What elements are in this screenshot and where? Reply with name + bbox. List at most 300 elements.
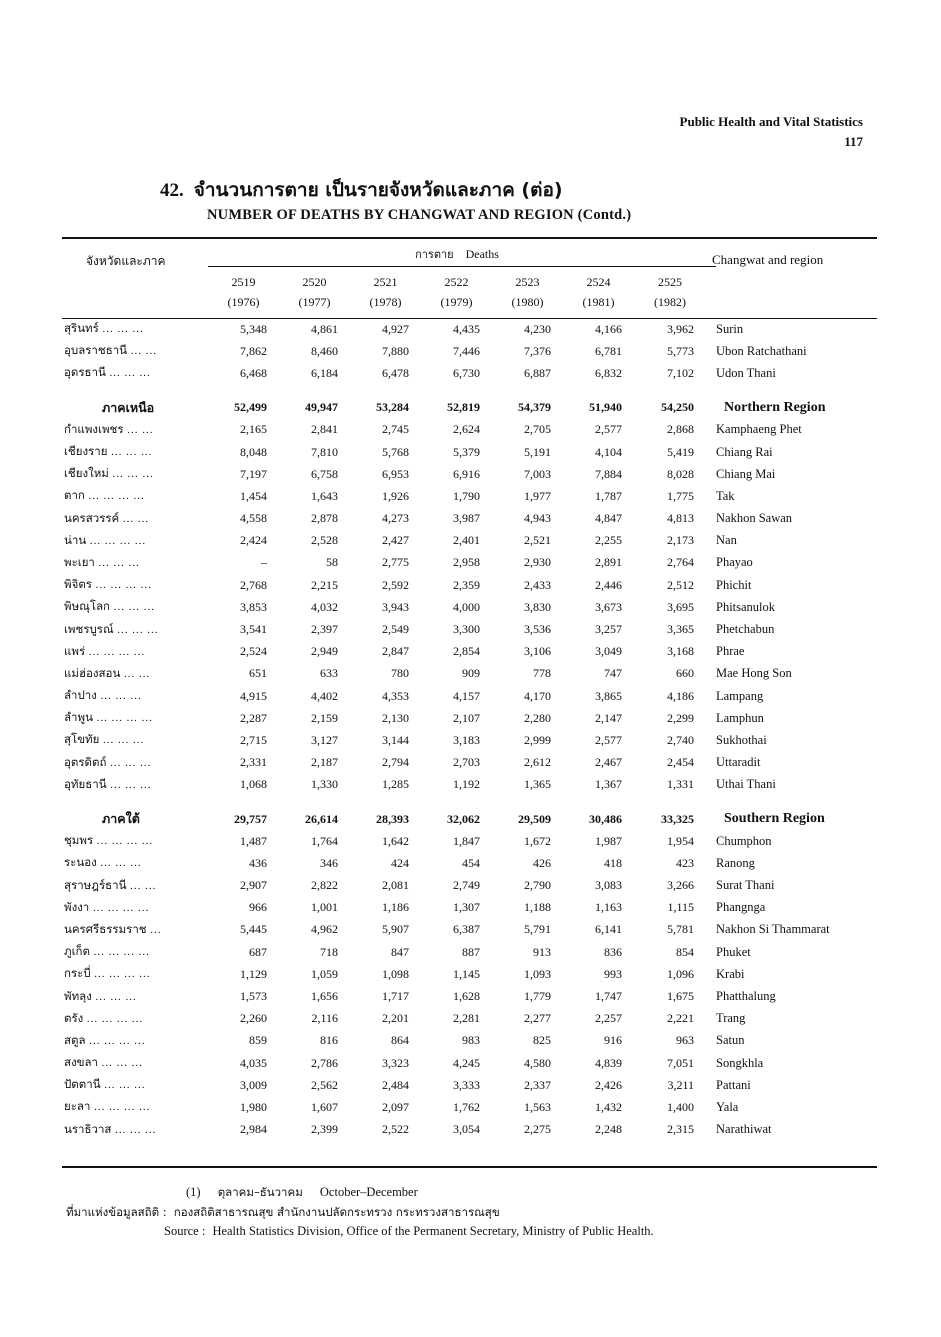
changwat-thai-name: พิษณุโลก bbox=[64, 599, 111, 614]
changwat-thai-name: พังงา bbox=[64, 899, 90, 914]
leader-dots: ... bbox=[150, 923, 162, 936]
changwat-thai-name: น่าน bbox=[64, 532, 87, 547]
deaths-value-2524: 836 bbox=[604, 944, 622, 959]
deaths-value-2525: 963 bbox=[676, 1033, 694, 1048]
changwat-thai bbox=[62, 830, 208, 852]
changwat-thai-name: กระบี่ bbox=[64, 966, 91, 981]
title-thai-line bbox=[160, 178, 860, 203]
table-row bbox=[62, 752, 877, 774]
changwat-thai bbox=[62, 1052, 208, 1074]
deaths-value-2520: 1,764 bbox=[311, 833, 338, 848]
changwat-english: Nakhon Si Thammarat bbox=[716, 922, 830, 937]
leader-dots: ... ... ... ... bbox=[96, 835, 154, 848]
deaths-value-2519: 5,445 bbox=[240, 922, 267, 937]
deaths-value-2524: 2,426 bbox=[595, 1077, 622, 1092]
deaths-value-2519: 2,524 bbox=[240, 644, 267, 659]
col-header-english: Changwat and region bbox=[712, 252, 824, 267]
deaths-value-2521: 2,484 bbox=[382, 1077, 409, 1092]
deaths-value-2519: 1,454 bbox=[240, 488, 267, 503]
deaths-value-2519: 4,915 bbox=[240, 688, 267, 703]
year-header-2523 bbox=[492, 266, 563, 318]
deaths-value-2521: 5,907 bbox=[382, 922, 409, 937]
deaths-value-2525: 5,773 bbox=[667, 343, 694, 358]
footnote-english: October–December bbox=[319, 1185, 418, 1199]
deaths-value-2521: 847 bbox=[391, 944, 409, 959]
changwat-thai-name: แพร่ bbox=[64, 643, 86, 658]
deaths-value-2520: 2,949 bbox=[311, 644, 338, 659]
changwat-english: Kamphaeng Phet bbox=[716, 422, 802, 437]
deaths-value-2522: 2,749 bbox=[453, 878, 480, 893]
deaths-value-2524: 993 bbox=[604, 966, 622, 981]
deaths-value-2519: 436 bbox=[249, 855, 267, 870]
changwat-thai bbox=[62, 919, 208, 941]
source-thai-label: ที่มาแห่งข้อมูลสถิติ : bbox=[66, 1205, 167, 1219]
year-header-2522 bbox=[421, 266, 492, 318]
changwat-english: Ubon Ratchathani bbox=[716, 343, 807, 358]
deaths-value-2524: 747 bbox=[604, 666, 622, 681]
deaths-value-2521: 780 bbox=[391, 666, 409, 681]
changwat-thai bbox=[62, 641, 208, 663]
deaths-value-2524: 2,446 bbox=[595, 577, 622, 592]
deaths-value-2525: 4,186 bbox=[667, 688, 694, 703]
deaths-value-2519: 1,129 bbox=[240, 966, 267, 981]
deaths-value-2522: 6,387 bbox=[453, 922, 480, 937]
footnote-marker: (1) bbox=[186, 1185, 201, 1199]
year-be: 2524 bbox=[586, 275, 611, 289]
deaths-value-2521: 6,478 bbox=[382, 365, 409, 380]
deaths-value-2520: 2,786 bbox=[311, 1055, 338, 1070]
changwat-thai bbox=[62, 552, 208, 574]
deaths-value-2524: 1,987 bbox=[595, 833, 622, 848]
deaths-value-2523: 7,376 bbox=[524, 343, 551, 358]
deaths-value-2525: 33,325 bbox=[661, 811, 694, 826]
source-label: Source : bbox=[164, 1224, 206, 1238]
deaths-value-2520: 2,399 bbox=[311, 1122, 338, 1137]
deaths-value-2524: 6,781 bbox=[595, 343, 622, 358]
deaths-value-2519: 7,197 bbox=[240, 466, 267, 481]
source-english: Health Statistics Division, Office of the Permanent Secretary, Ministry of Public Health. bbox=[212, 1224, 654, 1238]
deaths-value-2521: 2,081 bbox=[382, 878, 409, 893]
footnote-thai: ตุลาคม–ธันวาคม bbox=[217, 1185, 303, 1199]
deaths-value-2520: 3,127 bbox=[311, 732, 338, 747]
deaths-value-2523: 2,277 bbox=[524, 1011, 551, 1026]
year-be: 2525 bbox=[658, 275, 682, 289]
changwat-thai-name: พิจิตร bbox=[64, 577, 92, 592]
changwat-thai-name: อุทัยธานี bbox=[64, 776, 107, 791]
table-row bbox=[62, 362, 877, 384]
deaths-value-2519: 2,715 bbox=[240, 732, 267, 747]
changwat-english: Surin bbox=[716, 321, 744, 336]
changwat-english: Chiang Mai bbox=[716, 466, 776, 481]
leader-dots: ... ... ... bbox=[109, 367, 151, 380]
deaths-value-2524: 4,104 bbox=[595, 444, 622, 459]
changwat-thai bbox=[62, 663, 208, 685]
deaths-value-2521: 2,775 bbox=[382, 555, 409, 570]
deaths-value-2522: 6,916 bbox=[453, 466, 480, 481]
changwat-thai bbox=[62, 1030, 208, 1052]
deaths-value-2524: 6,832 bbox=[595, 365, 622, 380]
table-number: 42. bbox=[160, 180, 184, 201]
table-row bbox=[62, 1030, 877, 1052]
changwat-thai-name: อุตรดิตถ์ bbox=[64, 754, 107, 769]
deaths-value-2519: 687 bbox=[249, 944, 267, 959]
deaths-value-2523: 1,779 bbox=[524, 989, 551, 1004]
changwat-english: Mae Hong Son bbox=[716, 666, 792, 681]
deaths-value-2520: 346 bbox=[320, 855, 338, 870]
deaths-value-2519: 2,260 bbox=[240, 1011, 267, 1026]
deaths-value-2524: 7,884 bbox=[595, 466, 622, 481]
deaths-value-2524: 3,257 bbox=[595, 622, 622, 637]
deaths-value-2524: 4,847 bbox=[595, 511, 622, 526]
deaths-value-2521: 4,273 bbox=[382, 511, 409, 526]
deaths-value-2525: 8,028 bbox=[667, 466, 694, 481]
deaths-value-2524: 916 bbox=[604, 1033, 622, 1048]
source-thai-line bbox=[66, 1204, 876, 1224]
changwat-english: Surat Thani bbox=[716, 878, 775, 893]
deaths-value-2519: 1,573 bbox=[240, 989, 267, 1004]
changwat-thai bbox=[62, 530, 208, 552]
changwat-thai-name: เชียงราย bbox=[64, 444, 108, 459]
table-row bbox=[62, 963, 877, 985]
year-be: 2523 bbox=[515, 275, 540, 289]
deaths-value-2522: 32,062 bbox=[447, 811, 480, 826]
deaths-value-2522: 1,847 bbox=[453, 833, 480, 848]
deaths-value-2524: 3,865 bbox=[595, 688, 622, 703]
page-number: 117 bbox=[844, 134, 863, 149]
table-row bbox=[62, 441, 877, 463]
changwat-english: Phrae bbox=[716, 644, 745, 659]
deaths-value-2525: 4,813 bbox=[667, 511, 694, 526]
deaths-value-2522: 2,107 bbox=[453, 710, 480, 725]
deaths-value-2522: 52,819 bbox=[447, 400, 480, 415]
changwat-english: Satun bbox=[716, 1033, 745, 1048]
changwat-thai bbox=[62, 685, 208, 707]
deaths-value-2520: 2,215 bbox=[311, 577, 338, 592]
deaths-value-2520: 633 bbox=[320, 666, 338, 681]
source-english-line bbox=[66, 1224, 876, 1244]
deaths-value-2520: 26,614 bbox=[305, 811, 338, 826]
year-be: 2519 bbox=[231, 275, 256, 289]
deaths-value-2522: 4,245 bbox=[453, 1055, 480, 1070]
deaths-value-2523: 2,790 bbox=[524, 878, 551, 893]
deaths-value-2524: 2,147 bbox=[595, 710, 622, 725]
deaths-value-2522: 1,628 bbox=[453, 989, 480, 1004]
deaths-value-2525: 7,051 bbox=[667, 1055, 694, 1070]
changwat-english: Phetchabun bbox=[716, 622, 775, 637]
changwat-thai-name: แม่ฮ่องสอน bbox=[64, 665, 121, 680]
spacer-row bbox=[62, 385, 877, 397]
changwat-english: Pattani bbox=[716, 1077, 751, 1092]
changwat-english: Phatthalung bbox=[716, 989, 776, 1004]
deaths-value-2523: 2,612 bbox=[524, 755, 551, 770]
year-header-2520 bbox=[279, 266, 350, 318]
year-ce: (1977) bbox=[298, 295, 331, 309]
changwat-thai-name: ภาคเหนือ bbox=[102, 399, 155, 415]
changwat-thai bbox=[62, 875, 208, 897]
deaths-value-2522: 1,762 bbox=[453, 1099, 480, 1114]
changwat-thai-name: เชียงใหม่ bbox=[64, 466, 109, 481]
deaths-value-2522: 3,300 bbox=[453, 622, 480, 637]
deaths-value-2520: 6,184 bbox=[311, 365, 338, 380]
table-row bbox=[62, 530, 877, 552]
changwat-thai bbox=[62, 596, 208, 618]
deaths-value-2525: 3,211 bbox=[667, 1077, 694, 1092]
deaths-value-2520: 2,822 bbox=[311, 878, 338, 893]
deaths-value-2519: – bbox=[261, 555, 267, 570]
deaths-value-2524: 51,940 bbox=[589, 400, 622, 415]
changwat-thai-name: ลำปาง bbox=[64, 688, 97, 703]
changwat-thai-name: ตรัง bbox=[64, 1010, 84, 1025]
year-ce: (1978) bbox=[369, 295, 402, 309]
top-rule bbox=[62, 237, 877, 239]
changwat-english: Nan bbox=[716, 533, 737, 548]
deaths-value-2525: 7,102 bbox=[667, 365, 694, 380]
deaths-value-2520: 58 bbox=[326, 555, 338, 570]
changwat-thai-name: อุดรธานี bbox=[64, 365, 106, 380]
deaths-value-2522: 454 bbox=[462, 855, 480, 870]
deaths-value-2521: 7,880 bbox=[382, 343, 409, 358]
changwat-english: Southern Region bbox=[724, 811, 825, 827]
leader-dots: ... ... ... ... bbox=[94, 1101, 151, 1114]
leader-dots: ... ... ... bbox=[110, 756, 152, 769]
changwat-english: Uthai Thani bbox=[716, 777, 776, 792]
changwat-thai bbox=[62, 963, 208, 985]
title-english: NUMBER OF DEATHS BY CHANGWAT AND REGION (Contd.) bbox=[207, 207, 632, 223]
deaths-value-2521: 3,943 bbox=[382, 599, 409, 614]
col-header-thai: จังหวัดและภาค bbox=[86, 254, 166, 268]
deaths-value-2521: 1,285 bbox=[382, 777, 409, 792]
deaths-value-2523: 2,705 bbox=[524, 422, 551, 437]
leader-dots: ... ... ... ... bbox=[88, 490, 145, 503]
table-row bbox=[62, 1119, 877, 1141]
deaths-table bbox=[62, 242, 877, 1141]
deaths-value-2521: 1,098 bbox=[382, 966, 409, 981]
leader-dots: ... ... ... bbox=[113, 601, 155, 614]
table-row bbox=[62, 574, 877, 596]
deaths-value-2523: 54,379 bbox=[518, 400, 551, 415]
changwat-thai-name: ตาก bbox=[64, 488, 85, 503]
leader-dots: ... ... ... bbox=[102, 323, 144, 336]
deaths-value-2521: 1,926 bbox=[382, 488, 409, 503]
deaths-value-2525: 5,419 bbox=[667, 444, 694, 459]
table-row bbox=[62, 618, 877, 640]
deaths-value-2525: 1,675 bbox=[667, 989, 694, 1004]
leader-dots: ... ... bbox=[122, 512, 150, 525]
deaths-value-2520: 4,861 bbox=[311, 321, 338, 336]
changwat-thai bbox=[62, 985, 208, 1007]
title-thai: จำนวนการตาย เป็นรายจังหวัดและภาค (ต่อ) bbox=[193, 179, 563, 201]
deaths-value-2525: 1,115 bbox=[667, 900, 694, 915]
deaths-value-2522: 909 bbox=[462, 666, 480, 681]
deaths-value-2525: 3,962 bbox=[667, 321, 694, 336]
changwat-english: Northern Region bbox=[724, 399, 826, 415]
deaths-value-2519: 4,035 bbox=[240, 1055, 267, 1070]
deaths-value-2523: 2,280 bbox=[524, 710, 551, 725]
changwat-thai bbox=[62, 318, 208, 340]
leader-dots: ... ... ... bbox=[104, 1079, 146, 1092]
deaths-value-2525: 2,315 bbox=[667, 1122, 694, 1137]
changwat-thai-name: สุราษฎร์ธานี bbox=[64, 877, 127, 892]
deaths-value-2520: 816 bbox=[320, 1033, 338, 1048]
leader-dots: ... ... ... ... bbox=[92, 901, 150, 914]
deaths-value-2523: 5,191 bbox=[524, 444, 551, 459]
table-row bbox=[62, 463, 877, 485]
leader-dots: ... ... ... bbox=[117, 623, 159, 636]
deaths-value-2521: 2,549 bbox=[382, 622, 409, 637]
deaths-value-2519: 3,541 bbox=[240, 622, 267, 637]
changwat-thai-name: ปัตตานี bbox=[64, 1077, 101, 1092]
changwat-thai-name: ลำพูน bbox=[64, 710, 93, 725]
deaths-value-2522: 6,730 bbox=[453, 365, 480, 380]
deaths-value-2523: 426 bbox=[533, 855, 551, 870]
deaths-value-2519: 2,287 bbox=[240, 710, 267, 725]
deaths-value-2522: 3,333 bbox=[453, 1077, 480, 1092]
deaths-value-2520: 1,607 bbox=[311, 1099, 338, 1114]
deaths-value-2522: 887 bbox=[462, 944, 480, 959]
changwat-thai-name: นครสวรรค์ bbox=[64, 510, 120, 525]
changwat-english: Phayao bbox=[716, 555, 753, 570]
deaths-value-2519: 2,907 bbox=[240, 878, 267, 893]
deaths-header-english: Deaths bbox=[465, 247, 499, 261]
table-row bbox=[62, 707, 877, 729]
deaths-value-2520: 2,397 bbox=[311, 622, 338, 637]
year-ce: (1976) bbox=[227, 295, 260, 309]
changwat-thai-name: นครศรีธรรมราช bbox=[64, 921, 147, 936]
deaths-value-2522: 2,703 bbox=[453, 755, 480, 770]
deaths-value-2523: 1,365 bbox=[524, 777, 551, 792]
year-ce: (1981) bbox=[582, 295, 615, 309]
table-row bbox=[62, 552, 877, 574]
changwat-thai bbox=[62, 941, 208, 963]
deaths-value-2525: 3,695 bbox=[667, 599, 694, 614]
deaths-value-2523: 3,830 bbox=[524, 599, 551, 614]
deaths-value-2522: 2,281 bbox=[453, 1011, 480, 1026]
deaths-value-2524: 1,367 bbox=[595, 777, 622, 792]
deaths-value-2524: 2,248 bbox=[595, 1122, 622, 1137]
deaths-value-2524: 2,255 bbox=[595, 533, 622, 548]
deaths-value-2520: 1,656 bbox=[311, 989, 338, 1004]
deaths-value-2524: 2,577 bbox=[595, 422, 622, 437]
deaths-value-2521: 2,592 bbox=[382, 577, 409, 592]
deaths-value-2521: 2,201 bbox=[382, 1011, 409, 1026]
deaths-value-2522: 2,958 bbox=[453, 555, 480, 570]
deaths-value-2522: 1,307 bbox=[453, 900, 480, 915]
deaths-value-2525: 1,096 bbox=[667, 966, 694, 981]
deaths-value-2522: 5,379 bbox=[453, 444, 480, 459]
deaths-value-2520: 2,528 bbox=[311, 533, 338, 548]
year-ce: (1980) bbox=[511, 295, 544, 309]
leader-dots: ... ... bbox=[127, 423, 154, 436]
deaths-value-2520: 49,947 bbox=[305, 400, 338, 415]
leader-dots: ... ... ... ... bbox=[86, 1012, 144, 1025]
changwat-thai bbox=[62, 1119, 208, 1141]
spacer-cell bbox=[62, 796, 877, 808]
leader-dots: ... ... ... ... bbox=[95, 579, 152, 592]
leader-dots: ... ... ... bbox=[115, 1123, 157, 1136]
deaths-value-2520: 2,116 bbox=[311, 1011, 338, 1026]
changwat-thai bbox=[62, 852, 208, 874]
deaths-value-2523: 1,672 bbox=[524, 833, 551, 848]
leader-dots: ... ... ... bbox=[111, 446, 153, 459]
deaths-value-2520: 2,878 bbox=[311, 511, 338, 526]
deaths-value-2523: 825 bbox=[533, 1033, 551, 1048]
leader-dots: ... ... ... ... bbox=[89, 534, 147, 547]
changwat-english: Chiang Rai bbox=[716, 444, 773, 459]
deaths-value-2519: 1,487 bbox=[240, 833, 267, 848]
changwat-thai bbox=[62, 362, 208, 384]
table-row bbox=[62, 685, 877, 707]
deaths-value-2525: 54,250 bbox=[661, 400, 694, 415]
changwat-thai-name: นราธิวาส bbox=[64, 1121, 112, 1136]
changwat-english: Krabi bbox=[716, 966, 745, 981]
deaths-value-2523: 1,563 bbox=[524, 1099, 551, 1114]
region-row bbox=[62, 808, 877, 830]
deaths-value-2523: 778 bbox=[533, 666, 551, 681]
changwat-thai bbox=[62, 774, 208, 796]
deaths-value-2519: 2,331 bbox=[240, 755, 267, 770]
changwat-thai bbox=[62, 1074, 208, 1096]
changwat-thai-name: สุโขทัย bbox=[64, 732, 100, 747]
deaths-value-2519: 52,499 bbox=[234, 400, 267, 415]
deaths-value-2524: 2,891 bbox=[595, 555, 622, 570]
deaths-value-2520: 7,810 bbox=[311, 444, 338, 459]
changwat-english: Chumphon bbox=[716, 833, 772, 848]
deaths-value-2521: 1,717 bbox=[382, 989, 409, 1004]
leader-dots: ... ... bbox=[130, 345, 157, 358]
deaths-value-2523: 29,509 bbox=[518, 811, 551, 826]
changwat-thai bbox=[62, 752, 208, 774]
table-row bbox=[62, 875, 877, 897]
deaths-value-2519: 7,862 bbox=[240, 343, 267, 358]
table-row bbox=[62, 1052, 877, 1074]
deaths-value-2522: 1,145 bbox=[453, 966, 480, 981]
deaths-value-2520: 6,758 bbox=[311, 466, 338, 481]
table-row bbox=[62, 985, 877, 1007]
table-title bbox=[160, 178, 860, 227]
deaths-value-2525: 2,299 bbox=[667, 710, 694, 725]
deaths-value-2522: 7,446 bbox=[453, 343, 480, 358]
deaths-value-2519: 4,558 bbox=[240, 511, 267, 526]
deaths-value-2522: 3,183 bbox=[453, 732, 480, 747]
changwat-english: Nakhon Sawan bbox=[716, 511, 793, 526]
table-row bbox=[62, 1096, 877, 1118]
deaths-value-2521: 1,642 bbox=[382, 833, 409, 848]
deaths-value-2522: 983 bbox=[462, 1033, 480, 1048]
deaths-value-2523: 913 bbox=[533, 944, 551, 959]
changwat-english: Narathiwat bbox=[716, 1122, 772, 1137]
deaths-value-2524: 3,049 bbox=[595, 644, 622, 659]
series-title: Public Health and Vital Statistics bbox=[679, 114, 863, 129]
deaths-value-2520: 4,402 bbox=[311, 688, 338, 703]
year-header-2525 bbox=[634, 266, 706, 318]
deaths-value-2521: 2,847 bbox=[382, 644, 409, 659]
changwat-thai bbox=[62, 397, 208, 419]
changwat-english: Lamphun bbox=[716, 710, 764, 725]
deaths-value-2519: 5,348 bbox=[240, 321, 267, 336]
deaths-value-2525: 3,168 bbox=[667, 644, 694, 659]
page-header bbox=[680, 112, 863, 152]
deaths-value-2519: 966 bbox=[249, 900, 267, 915]
leader-dots: ... ... ... bbox=[103, 734, 145, 747]
changwat-thai-name: กำแพงเพชร bbox=[64, 421, 124, 436]
deaths-value-2523: 2,999 bbox=[524, 732, 551, 747]
deaths-value-2520: 1,330 bbox=[311, 777, 338, 792]
deaths-value-2523: 4,170 bbox=[524, 688, 551, 703]
changwat-thai-name: สงขลา bbox=[64, 1055, 99, 1070]
changwat-english: Ranong bbox=[716, 855, 755, 870]
deaths-value-2524: 4,166 bbox=[595, 321, 622, 336]
year-header-2524 bbox=[563, 266, 634, 318]
